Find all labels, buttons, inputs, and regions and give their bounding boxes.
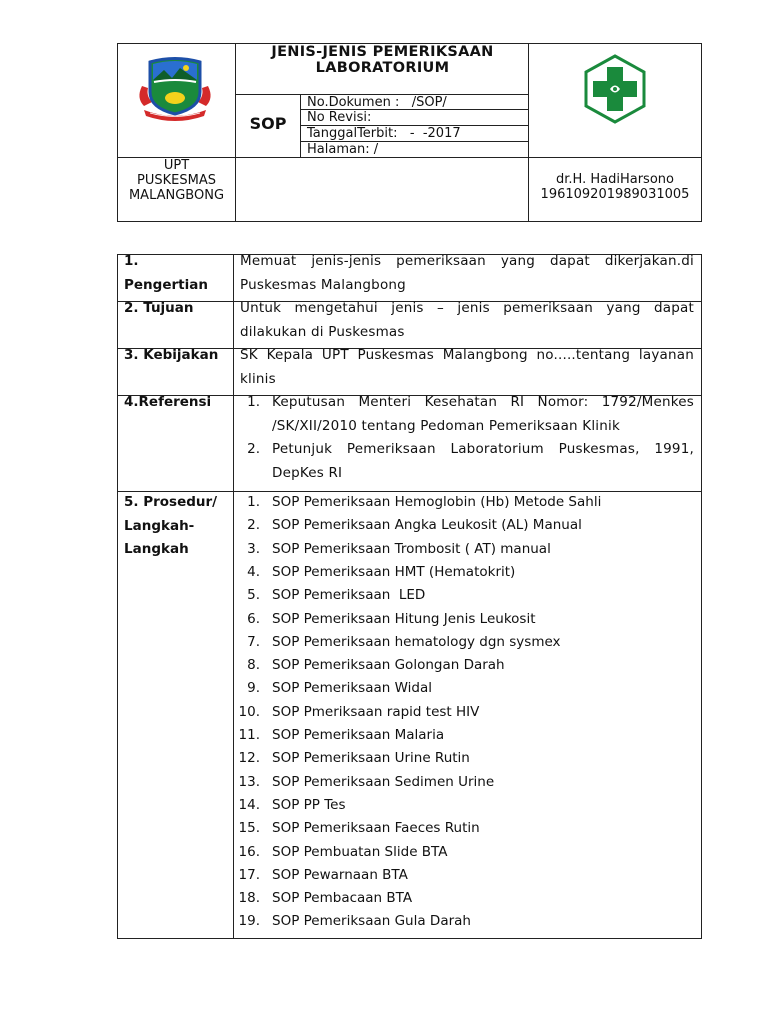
- prosedur-item: [232, 817, 694, 840]
- item-text: SOP Pemeriksaan Urine Rutin: [272, 750, 470, 767]
- item-text: SOP Pemeriksaan LED: [272, 587, 426, 604]
- item-text: SOP Pemeriksaan Hemoglobin (Hb) Metode Sahli: [272, 494, 602, 510]
- item-number: 15.: [238, 820, 260, 837]
- item-number: 18.: [238, 890, 260, 907]
- item-number: 14.: [238, 796, 260, 813]
- item-number: 6.: [247, 610, 260, 627]
- item-number: 1.: [247, 394, 260, 410]
- prosedur-item: [232, 910, 694, 933]
- text-line: Memuat jenis-jenis pemeriksaan yang dapat dikerjakan.di: [240, 253, 694, 269]
- label-line: 1.: [124, 253, 139, 269]
- item-text: SOP Pembacaan BTA: [272, 890, 413, 907]
- item-number: 1.: [247, 494, 260, 510]
- prosedur-item: [232, 794, 694, 817]
- sop-label: SOP: [249, 114, 287, 133]
- prosedur-item: [232, 584, 694, 607]
- item-number: 2.: [247, 441, 260, 457]
- signer-nip: 196109201989031005: [540, 187, 690, 202]
- prosedur-item: [232, 491, 694, 514]
- item-text: SOP Pemeriksaan Gula Darah: [272, 913, 471, 930]
- org-line: UPT: [163, 158, 190, 173]
- item-text: SOP Pemeriksaan Faeces Rutin: [272, 820, 480, 837]
- org-line: PUSKESMAS: [137, 173, 216, 188]
- revision-field: No Revisi:: [307, 110, 372, 125]
- item-text: SOP Pemeriksaan hematology dgn sysmex: [272, 633, 561, 650]
- text-line: klinis: [240, 370, 276, 387]
- signer-block: [529, 172, 701, 202]
- label-line: Langkah-: [124, 517, 195, 534]
- item-number: 16.: [238, 843, 260, 860]
- text-line: SK Kepala UPT Puskesmas Malangbong no.....tentang layanan: [240, 347, 694, 363]
- item-text: SOP Pemeriksaan Trombosit ( AT) manual: [272, 540, 551, 557]
- item-number: 4.: [247, 563, 260, 580]
- signer-name: dr.H. HadiHarsono: [556, 172, 674, 187]
- item-number: 11.: [238, 727, 260, 743]
- prosedur-item: [232, 608, 694, 631]
- pengertian-text: [240, 250, 694, 297]
- prosedur-item: [232, 724, 694, 747]
- puskesmas-cross-logo-icon: [583, 54, 647, 124]
- prosedur-item: [232, 561, 694, 584]
- regency-crest-icon: [134, 56, 216, 122]
- kebijakan-text: [240, 344, 694, 391]
- item-text: SOP Pemeriksaan Sedimen Urine: [272, 773, 495, 790]
- org-name: [118, 158, 235, 203]
- item-text: SOP Pembuatan Slide BTA: [272, 843, 448, 860]
- prosedur-item: [232, 771, 694, 794]
- tujuan-label: 2. Tujuan: [124, 300, 194, 316]
- prosedur-item: [232, 864, 694, 887]
- text-line: Untuk mengetahui jenis – jenis pemeriksaan yang dapat: [240, 300, 694, 316]
- label-line: Pengertian: [124, 276, 208, 293]
- item-text: SOP Pemeriksaan Angka Leukosit (AL) Manual: [272, 517, 582, 534]
- item-number: 3.: [247, 540, 260, 557]
- doc-number-field: No.Dokumen : /SOP/: [307, 95, 447, 110]
- referensi-item: [232, 391, 694, 438]
- item-text: SOP Pemeriksaan Golongan Darah: [272, 657, 505, 674]
- prosedur-item: [232, 747, 694, 770]
- item-number: 9.: [247, 680, 260, 697]
- prosedur-item: [232, 538, 694, 561]
- text-line: Puskesmas Malangbong: [240, 276, 406, 293]
- text-line: dilakukan di Puskesmas: [240, 323, 405, 340]
- item-number: 5.: [247, 587, 260, 604]
- prosedur-item: [232, 887, 694, 910]
- item-number: 17.: [238, 866, 260, 883]
- tujuan-text: [240, 297, 694, 344]
- pengertian-label: [124, 250, 208, 297]
- item-number: 12.: [238, 750, 260, 767]
- item-number: 10.: [238, 703, 260, 720]
- item-line: Keputusan Menteri Kesehatan RI Nomor: 1792/Menkes: [272, 394, 694, 410]
- item-text: SOP Pemeriksaan Malaria: [272, 727, 445, 743]
- item-number: 13.: [238, 773, 260, 790]
- label-line: 5. Prosedur/: [124, 494, 218, 510]
- prosedur-item: [232, 631, 694, 654]
- label-line: Langkah: [124, 541, 189, 557]
- prosedur-item: [232, 701, 694, 724]
- page-field: Halaman: /: [307, 142, 379, 157]
- item-line: /SK/XII/2010 tentang Pedoman Pemeriksaan Klinik: [272, 417, 620, 434]
- referensi-label: 4.Referensi: [124, 394, 212, 410]
- prosedur-item: [232, 841, 694, 864]
- document-title: JENIS-JENIS PEMERIKSAAN LABORATORIUM: [271, 44, 494, 76]
- item-text: SOP Pemeriksaan HMT (Hematokrit): [272, 563, 516, 580]
- item-line: DepKes RI: [272, 464, 343, 481]
- prosedur-label: [124, 491, 217, 562]
- item-text: SOP PP Tes: [272, 796, 346, 813]
- prosedur-item: [232, 654, 694, 677]
- item-text: SOP Pemeriksaan Widal: [272, 680, 432, 697]
- item-number: 2.: [247, 517, 260, 534]
- item-line: Petunjuk Pemeriksaan Laboratorium Puskesmas, 1991,: [272, 441, 694, 457]
- item-number: 8.: [247, 657, 260, 674]
- issue-date-field: TanggalTerbit: - -2017: [307, 126, 461, 141]
- prosedur-item: [232, 677, 694, 700]
- item-text: SOP Pemeriksaan Hitung Jenis Leukosit: [272, 610, 536, 627]
- org-line: MALANGBONG: [128, 188, 225, 203]
- item-number: 7.: [247, 633, 260, 650]
- item-text: SOP Pmeriksaan rapid test HIV: [272, 703, 480, 720]
- item-text: SOP Pewarnaan BTA: [272, 866, 408, 883]
- referensi-item: [232, 438, 694, 485]
- item-number: 19.: [238, 913, 260, 930]
- kebijakan-label: 3. Kebijakan: [124, 347, 219, 363]
- prosedur-item: [232, 514, 694, 537]
